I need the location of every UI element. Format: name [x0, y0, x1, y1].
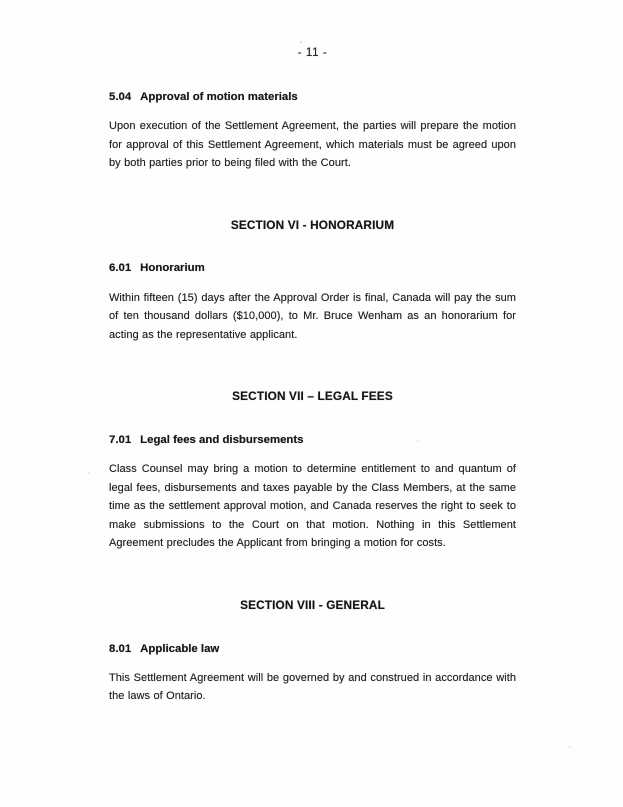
paragraph-7-01: Class Counsel may bring a motion to determine entitlement to and quantum of legal fees, disbursements and taxes payable by the Class Members, at the same time as the settlement approval motion, and Canada reserves the right to seek to make submissions to the Court on that motion. Nothing in this Settlement Agreement precludes the Applicant from bringing a motion for costs.: [109, 463, 516, 550]
section-heading-vi: SECTION VI - HONORARIUM: [230, 217, 395, 232]
paragraph-5-04: Upon execution of the Settlement Agreement, the parties will prepare the motion for approval of this Settlement Agreement, which materials must be agreed upon by both parties prior to being filed with the Court.: [109, 120, 516, 170]
subsection-title: Approval of motion materials: [140, 91, 298, 103]
subsection-title: Honorarium: [140, 262, 205, 275]
subsection-heading-7-01: [109, 431, 516, 450]
subsection-heading-5-04: [109, 88, 516, 107]
section-heading-viii: SECTION VIII - GENERAL: [240, 598, 385, 612]
subsection-number: 8.01: [109, 642, 132, 655]
paragraph-8-01: This Settlement Agreement will be governed by and construed in accordance with the laws of Ontario.: [109, 671, 516, 703]
scan-artifact: [568, 746, 571, 748]
subsection-number: 6.01: [109, 262, 132, 275]
section-heading-vii: SECTION VII – LEGAL FEES: [232, 389, 393, 404]
paragraph-6-01: Within fifteen (15) days after the Approval Order is final, Canada will pay the sum of ten thousand dollars ($10,000), to Mr. Bruce Wenham as an honorarium for acting as the representative applicant.: [109, 291, 516, 341]
subsection-number: 7.01: [109, 433, 132, 446]
subsection-title: Applicable law: [140, 642, 220, 655]
page-number: - 11 -: [297, 46, 328, 59]
document-content: [109, 44, 516, 717]
scan-artifact: [88, 472, 90, 474]
subsection-number: 5.04: [109, 91, 132, 103]
subsection-heading-6-01: [109, 259, 516, 278]
subsection-heading-8-01: [109, 640, 516, 659]
subsection-title: Legal fees and disbursements: [140, 433, 304, 446]
scan-artifact: [300, 41, 302, 43]
